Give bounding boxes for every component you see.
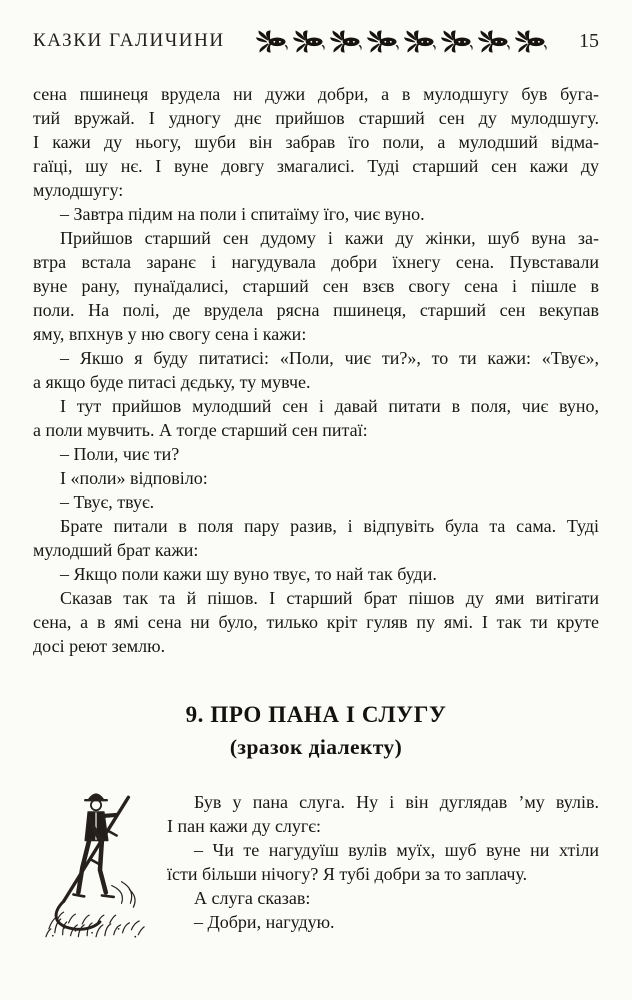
text-line: гаїці, шу нє. І вуне довгу змагалисі. Туді старший сен кажи ду (33, 156, 599, 176)
text-line: – Завтра підим на поли і спитаїму їго, чиє вуно. (60, 204, 425, 224)
story-9-body (33, 790, 599, 942)
text-line: – Добри, нагудую. (194, 912, 335, 932)
text-line: І кажи ду ньогу, шуби він забрав їго поли, а мулодший відма- (33, 132, 599, 152)
text-line: вуне рану, пунаїдалисі, старший сен взєв свогу сена і пішле в (33, 276, 599, 296)
text-line: їсти більши нічогу? Я тубі добри за то заплачу. (167, 864, 528, 884)
text-line: поли. На полі, де врудела рясна пшинеця, старший сен векупав (33, 300, 599, 320)
text-line: – Чи те нагудуїш вулів муїх, шуб вуне ни хтіли (194, 840, 599, 860)
story-9-heading (33, 700, 599, 762)
text-line: яму, впхнув у ню свогу сена і кажи: (33, 324, 307, 344)
fleuron-leaf-ornament-icon (441, 28, 474, 55)
fleuron-leaf-ornament-icon (367, 28, 400, 55)
text-line: – Поли, чиє ти? (60, 444, 180, 464)
mower-illustration (33, 790, 167, 942)
text-line: сена пшинеця врудела ни дужи добри, а в мулодшугу був буга- (33, 84, 599, 104)
text-line: Брате питали в поля пару разив, і відпувіть була та сама. Туді (60, 516, 599, 536)
ornament-row (237, 28, 567, 55)
fleuron-leaf-ornament-icon (478, 28, 511, 55)
book-title: КАЗКИ ГАЛИЧИНИ (33, 30, 225, 51)
text-line: сена, а в ямі сена ни було, тилько кріт гуляв пу ямі. І так ти круте (33, 612, 599, 632)
story-9-text (167, 790, 599, 934)
text-line: – Якщо поли кажи шу вуно твує, то най так буди. (60, 564, 437, 584)
text-line: тий вружай. І удногу днє прийшов старший сен ду мулодшугу. (33, 108, 599, 128)
page-number: 15 (579, 29, 599, 52)
text-line: Сказав так та й пішов. І старший брат пішов ду ями витігати (60, 588, 599, 608)
running-head (33, 26, 599, 56)
text-line: мулодшугу: (33, 180, 124, 200)
text-line: І тут прийшов мулодший сен і давай питати в поля, чиє вуно, (60, 396, 599, 416)
mower-with-scythe-icon (43, 790, 151, 942)
text-line: І «поли» відповіло: (60, 468, 208, 488)
story-title: 9. ПРО ПАНА І СЛУГУ (185, 702, 447, 727)
fleuron-leaf-ornament-icon (515, 28, 548, 55)
text-line: а поли мувчить. А тогде старший сен питаї: (33, 420, 368, 440)
text-line: – Якшо я буду питатисі: «Поли, чиє ти?», то ти кажи: «Твує», (60, 348, 599, 368)
fleuron-leaf-ornament-icon (256, 28, 289, 55)
text-line: мулодший брат кажи: (33, 540, 199, 560)
story-8-text (33, 82, 599, 658)
fleuron-leaf-ornament-icon (293, 28, 326, 55)
story-subtitle: (зразок діалекту) (229, 735, 403, 759)
text-line: а якщо буде питасі дєдьку, ту мувче. (33, 372, 311, 392)
text-line: А слуга сказав: (194, 888, 311, 908)
fleuron-leaf-ornament-icon (404, 28, 437, 55)
text-line: Прийшов старший сен дудому і кажи ду жінки, шуб вуна за- (60, 228, 599, 248)
text-line: Був у пана слуга. Ну і він дуглядав ’му вулів. (194, 792, 599, 812)
text-line: І пан кажи ду слугє: (167, 816, 322, 836)
text-line: досі реют землю. (33, 636, 166, 656)
fleuron-leaf-ornament-icon (330, 28, 363, 55)
text-line: – Твує, твує. (60, 492, 155, 512)
text-line: втра встала заранє і нагудувала добри їхнегу сена. Пувставали (33, 252, 599, 272)
